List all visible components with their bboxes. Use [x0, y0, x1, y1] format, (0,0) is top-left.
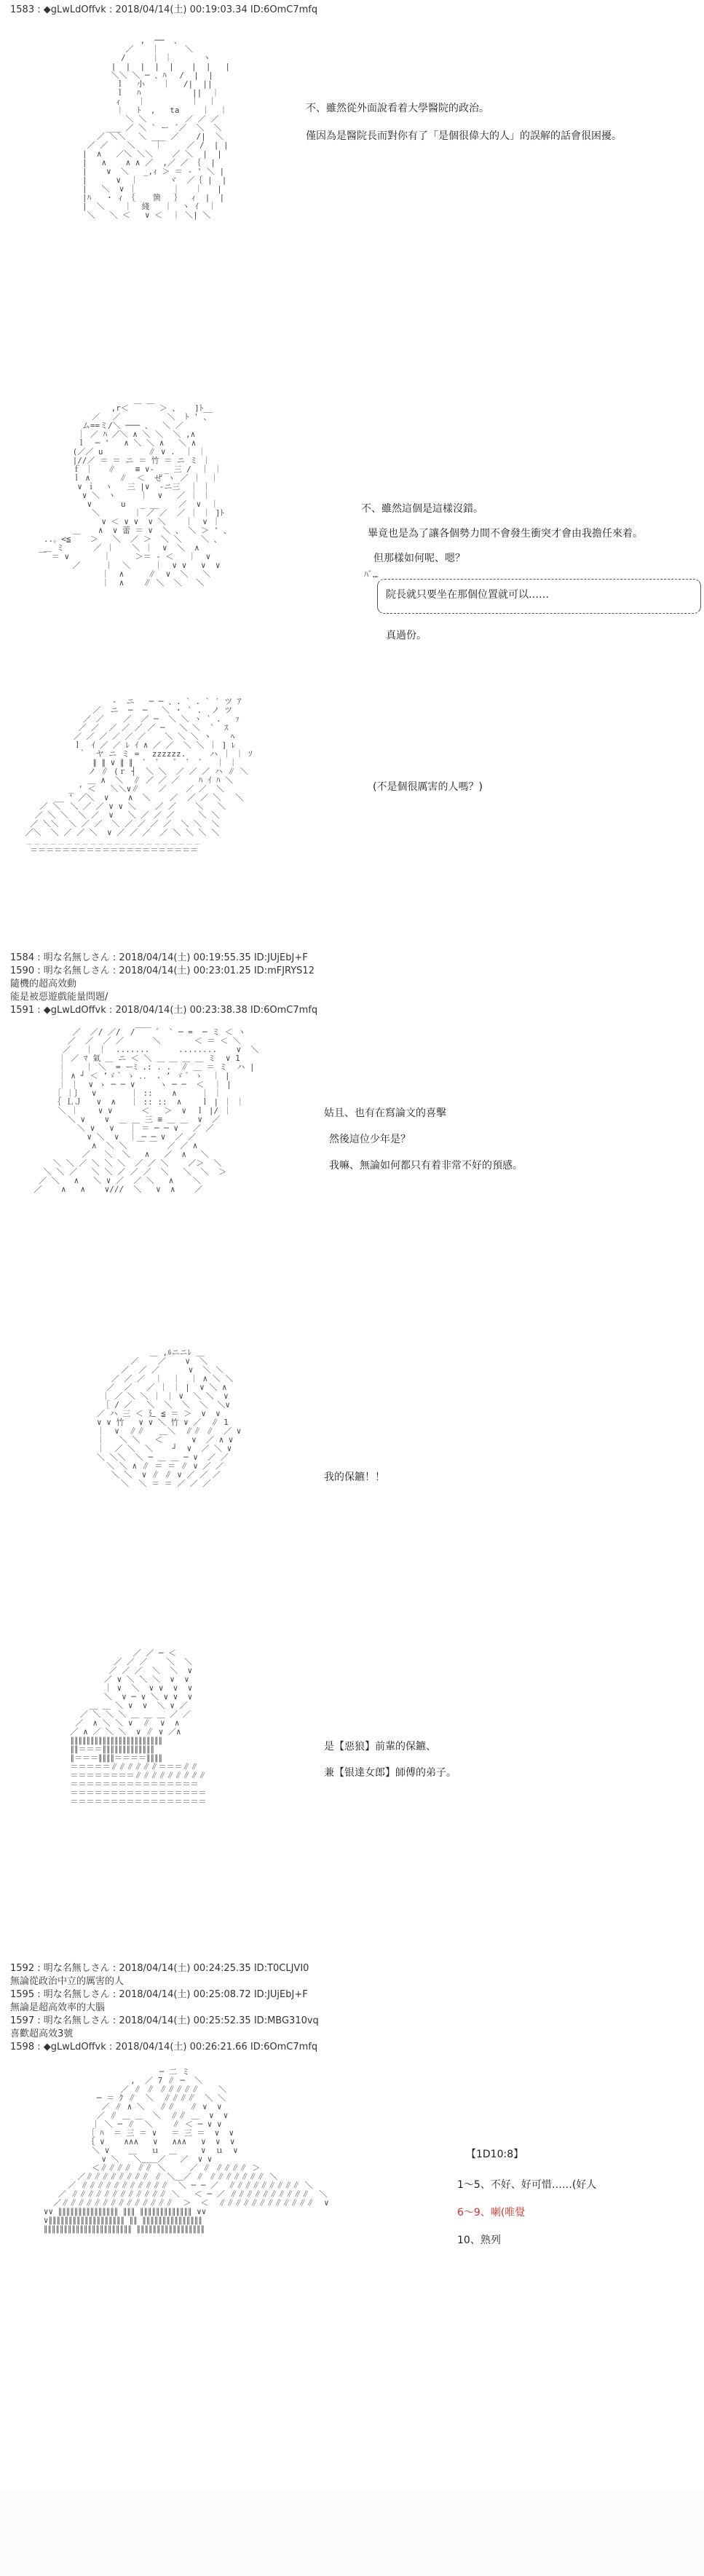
ascii-art-character-3: ‐ ニ ─ ─ 、. ` . ` ′ ツ ｱ ／ ニ ─ ─ ＼ ・ ` . ノ ツ ／ ／ ／ ／ ─ ＼ ＼ ヽ ` . ｧ ／ ／ ／ ／ ／ ／ ─ ＼ ＼ ` ｽ ／ ／ ／ ／ ／ ／ ＼ ＼ ＼ ヽ ﾍ ｌ ｲ ／ ／ ﾚ ｲ ∧ ／ ／ ＼ ＼ ｜ ] ﾚ ｀ ヤ ニ ミ = zzzzzz. ハ ｜ ｜ ｿ ∥ ∥ ∨ ∥ ∥ ゛ ゛ ゛ ゛ ゛ ｜ ｜ ノ ∥ (ｒ ┤ ＼ ＼ ／ ／ ／ ハ ∥ ＼ ＿ ∧ ＼ ∥ ／ ／ ／ ﾊ ｲ ﾊ ＼ _ ' ＜ ＼＼∨∥ ／ ／ ／ ＼ __ ' ／＼ ∨ ∧ ＼ ／ ／ ／ ＼ ＼ ／ ＼ ＼ ／ ／ ∨ ∨ ＼ ／ ／ ＼ ＼ ／ ＼ ＼ ＼ ／ ∨ ＼ ／ ／ ／ ＼ ＼ ／ ＼＼ ＼ ／ ／ ＼ ／ ／ ／ ／ ＼ ＼ ＼ ／＼ ＼ ／ ／ ＼ ∨ ／ ／ ／ ／ ＼ ＼ ＼ ＼ ﹍﹍﹍﹍﹍﹍﹍﹍﹍﹍﹍﹍﹍﹍﹍﹍﹍﹍﹍﹍﹍﹍ ＝＝＝＝＝＝＝＝＝＝＝＝＝＝＝＝＝＝＝＝＝: [25, 697, 253, 855]
dialogue-line: (不是個很厲害的人嗎？): [373, 781, 483, 793]
dialogue-line: 我的保鑣！！: [324, 1471, 385, 1483]
page-bottom-space: [0, 2490, 704, 2576]
dialogue-line: 畢竟也是為了讓各個勢力間不會發生衝突才會由我擔任來着。: [368, 528, 643, 540]
post-header: 1583 : ◆gLwLdOffvk : 2018/04/14(土) 00:19:03.34 ID:6OmC7mfq: [10, 4, 318, 15]
speech-tail: ﾊﾞ…: [364, 569, 379, 580]
ascii-art-character-2: ,r＜ ￣ ￣ ＞ 、 ]ﾄ__ ／ ／ ＼ ﾄ ' 、 ム==ミ/＼ ─── 、 ＼ ／ ｜ ／ ﾊ ／＼ ∧ ＼ ＼ ＼ ,∧ ｌ ─ ' ∧ ＼ ＼ ∧ ＼ ∧ (／／ u ∥ ∨ . ｜ ｜ |//／ ＝ ＝ ニ ＝ 竹 ＝ ニ ミ ｜ ｆ ｜ ∥ ≡ ∨- _ 三 / ｜ ｜ ｌ ∧ ∥ ＜ ぜ ヽ ／ ｜ ｜ ∨ ｉ ヽ 三 |∨ ‐ニ三 ｜ ｜ ∨ ＼ ヽ ｜ ∨ ／ ｜ ｜ ∨ u _ __ ／ ∨ ｜ ＼ ｜ ／ ／ ／ ｜ ｜ ]ﾄ ∨ ＜ ∨ ∨ ∨ ＼ ｜ ∨ ｜ ＿ ∧ ∨ 蕾 ＝ ∨ ＼ 、 ＼ ＞ ' 、 ..。<≦ ＞ ＼ ／ ＞ ＼ ＼ ＼ 、 ＿ ミ ／ ｜ ＼ ｜ ∨ ＼ ∧ ￣ ＝ ∨ ｜ ＞＝ - ＜ ｜ ∨ ／ ｜ ＼ ｜ ∨ ∨ ∨ ∨ ｜ ∧ ∥ ∨ ＼ ＼ ｜ ∧ ∥ ＼ ＼ ＼: [39, 403, 232, 588]
post-body: 喜歡超高效3號: [10, 2028, 74, 2039]
ascii-art-character-5: ＿ ,ﾙニニﾚ ＿ ／ ／ ∨ ＼ ／ ／ ／ ∨ ＼ ＼ ／ ／ ／ ｜ ｜ ｜ ∧ ＼ ＼ ／ ／ ／ ｜ ｜ | ∨ ＼ ∧ ｜ ／ ＼ ＼ ｜ ｜ ∨ ＼ ＼ ∨ ［ / ／ ＼ ＼ ＼ ＼ ＼∨ ／ ハ 三 ＜ 廴 ≦ ＝ ＞ ∨ ∨ ∨ ∨ 竹 ∨ ∨ ＼ 竹 ∨ ／ ∥ 1 ｜ ∨ ∥∥ ＿＼ ∥∥ ∥ ／ ∨ ｜ ＼ ＼ ＜ ∨ ／ ∧ ∨ ｜ ／ ＼ ＼ ┘ ∨ ／ ＼ ∨ ＼ ＼＼ ＼ ─ ＿ ＿ ─ ∨ ／ ／ ＼ ＼ ∧ ∥ ＝ ＝ ∥ ∨ ／ ／ ＼ ＼ ∨ ∥ ∥ ∨ ／ ／ ／ ＼ ＼ ＝ ＝ ／ ／ ／: [96, 1348, 242, 1488]
dialogue-line: 姑且、也有在寫論文的喜擊: [324, 1107, 446, 1119]
dice-option: 6～9、喇(唯覺: [457, 2207, 526, 2219]
post-header: 1590 : 明な名無しさん : 2018/04/14(土) 00:23:01.25 ID:mFJRYS12: [10, 965, 315, 976]
post-header: 1592 : 明な名無しさん : 2018/04/14(土) 00:24:25.35 ID:T0CLJVI0: [10, 1963, 309, 1974]
dice-option: 10、熟列: [457, 2235, 501, 2246]
post-header: 1591 : ◆gLwLdOffvk : 2018/04/14(土) 00:23:38.38 ID:6OmC7mfq: [10, 1005, 318, 1016]
dialogue-line: 真過份。: [386, 630, 427, 641]
dialogue-line: 僅因為是醫院長而對你有了「是個很偉大的人」的誤解的話會很困擾。: [306, 130, 622, 142]
dialogue-line: 是【惡狼】前輩的保鑣、: [324, 1741, 436, 1753]
post-body: 隨機的超高效動: [10, 979, 77, 989]
dice-title: 【1D10:8】: [466, 2149, 524, 2160]
dice-option: 1～5、不好、好可惜……(好人: [457, 2179, 597, 2191]
post-header: 1595 : 明な名無しさん : 2018/04/14(土) 00:25:08.72 ID:JUjEbJ+F: [10, 1989, 308, 2000]
post-header: 1584 : 明な名無しさん : 2018/04/14(土) 00:19:55.35 ID:JUjEbJ+F: [10, 952, 308, 963]
post-header: 1597 : 明な名無しさん : 2018/04/14(土) 00:25:52.35 ID:MBG310vq: [10, 2015, 319, 2026]
dialogue-line: 不、雖然這個是這樣沒錯。: [361, 503, 483, 515]
dialogue-line: 我嘛、無論如何都只有着非常不好的預感。: [329, 1160, 523, 1172]
dialogue-line: 然後這位少年是？: [329, 1134, 411, 1145]
dialogue-line: 但那樣如何呢、嗯？: [373, 553, 465, 564]
post-header: 1598 : ◆gLwLdOffvk : 2018/04/14(土) 00:26:21.66 ID:6OmC7mfq: [10, 2042, 318, 2052]
ascii-art-character-1: , ── 、 ／ ｜ ＼ / ｜ ｜ ヽ | | | | | | | | ＼＼ ＼ ─ 、ﾊ / | | ｌ 小 ｜ /| || ｌ ﾊ || ｜ ｨ ｜ ｜ ｜ ｜ ﾄ , ta ｜ ｜ ＼ ＼ ／ ／ ／ ___ ／ ＼ ` ー ´／ ＼ ＼ ／ ＼＼ ＼ ___ ／ /| ＼ ／ ／ ＼ ｜ ／ / | | | ∧ ／＼ ＼＼ ／ ＼ | | | ∧ ∧ ∧ ／ ,／ ／ ｛ | | ∨ ＼ _,ｨ ＞ ＝ - ' ＼ | | ∨ ｜ ヾ ／｛ | | | ＼ ∨ ｜ ｜ ｜ | |ﾊ ・ ｨ ｛ 箇 ｝ ｨ | | | ＼ ｜ 綫 ｜ ヽ ｲ ｜ ＼ ＼ ＜ ∨ ＜ ｜ ＼| ＼: [82, 36, 231, 220]
ascii-art-character-4: ／ ／/ ／/ /￣￣ ゛ ` ─ = ─ ミ ＜ ヽ ／ ／ ／ ／ ＼ ＜ ＝ ＜ ＼ ／ ｜ ｜ ....... ........ ∨ ＼ ｜ ／ ﾏ 氣 ＿ ニ ＜ ＼ ＿ ＿ ＿ ＿ ミ ∨ 1 ｜ ｜ ＼ = ーﾐ .: . . ∥ ＿ ＝ ミ ハ | ｜ ∧ ┘ ＜ ’ゞ ﾟ ゝ ．． . ’ ゞ ﾟ ゝ ｜ | ｜ ｜ ∨ ゝ ─ ─ ∨ ゝ ─ ─ ＜ ｜ | ［ ｜｝ ∨ ｜ :: ∧ ｜ ｜ ｛ ＬＪ ∨ ∧ ｜ :: :: ∧ ｌ | ｜ ｜ ＼ ｜ ∨ ∨ ＜ ＞ ∨ ｌ |/ ｜ ＼ ∨ ∨ ＿ ＿ 三 ≡ ＿ ＿ ∨ ／ ＼ ∨ ∨ ｜ ＝ ─ ─ ∨ ／ ／ ∨ ＼ ∨ ｜ ─ ─ ∨ ／ ／ ∧ ＼ ＼ ￣ ￣ ／ ／ ∧ ／ ＼ ＼ ∧ ／ ∧ ＼ ＼ ＼ ／ ＼ ＼ ＼ ／ ／ ＼ ／＞ ＼ ＼ ＼ ／ ＼ ＼ ／ ／ ／ ＼ ＼ ＼ ＞ ／ ＼ ∧ ＼ ∨ ／ ／ ＼ ∧ ＼ ／ ∧ ∧ ∨/// ＼ ∨ ∧ ／: [33, 1027, 259, 1194]
post-body: 無論是超高效率的大腦: [10, 2002, 106, 2013]
post-body: 能是被惡遊戲能量問題/: [10, 992, 108, 1003]
post-body: 無論從政治中立的厲害的人: [10, 1976, 124, 1987]
dialogue-line: 不、雖然從外面說看着大學醫院的政治。: [306, 103, 489, 114]
ascii-art-character-6: ／ ／ ─ ＜ ／ ／ ／ ＼ ＼ ／ ／ ／ ＼ ＼ ∨ ／ ∨ ＼ ＼ ＼ ∨ ∨ ｜ ∨ ＼ ∨ ∨ ∨ ∨ ＼ ∨ ─ ∨ ＼ ∨ ∨ ∨ ＿ ＿ ＼ ∨ ∨ ＼ ∨ ／ ／ ＼ ＼ ＼ ＿ ＿ ＿ ／ ／ ／ ∧ ＼ ＼ ∨ ∥ ∨ ∧ ／ ∧ ／ ＼ ＼ ∨ ∥ ∨ ／∧ ∥∥∥∥∥∥∥∥∥∥∥∥∥∥∥∥∥∥∥∥∥∥∥ ∥∥＝＝＝∥∥∥∥∥∥∥∥∥∥∥∥∥ ∥＝＝＝∥∥∥∥＝＝＝＝∥∥∥∥ ＝＝＝＝＝∥∥∥∥∥∥＝＝＝∥∥ ＝＝＝＝＝＝＝＝∥∥∥∥∥∥∥∥∥ ＝＝＝＝＝＝＝＝＝＝＝＝＝＝＝＝ ＝＝＝＝＝＝＝＝＝＝＝＝＝＝＝＝＝ ＝＝＝＝＝＝＝＝＝＝＝＝＝＝＝＝＝: [70, 1648, 207, 1806]
ascii-art-character-7: ─ 二 ミ , ／ 7 ∥ ─ ＼ ／ ∥ ∥ ∥∥∥∥∥ ＼ ─ ＝ ｸ ∥ ＼ ∥∥∥∥ ＼ ＼ ／ ∥ ∧ ＼ ∥∥ ∥ ∨ ∨ ／ ∥ ＿ ＿ ＼ ∥∥ ＿ ∨ ∨ ｜ ＼ ─ ∥ ＼ ∥ ＜ ─ ∨ ∨ ［ ﾊ ＝ 三 ＝ ∨ ＝ 三 ＝ ∨ ∨ ｛ ∨ ∧∧∧ ∨ ∧∧∧ ∨ ∨ ∨ ＼ ∨ ＿ ｕ ＿ ∨ ｕ ∨ ∨ ＼ ＼＿＿／ ／ ∨ ∨ ＜∥∥∥∥ ∥∥ ＼ ／ ∥ ∥∥∥∥ ＞ ／∥∥∥∥∥∥∥∥ ∥ ＼＿／ ∥ ∥∥∥∥∥∥∥ ＼ ／ ∥∥∥∥∥∥∥∥∥∥∥ ＼ ─ ─ ／ ∥∥∥∥∥∥∥∥∥ ＼ ／ ∥∥∥∥∥∥∥∥∥∥∥∥ ＼ ＜ ─ ／ ∥∥∥∥∥∥∥∥∥∥ ＼ ／∥∥∥∥∥∥∥∥∥∥∥∥∥∥ ＞ ＜ ∥∥∥∥∥∥∥∥∥∥∥∥ ∨ ∨∨ ∥∥∥∥∥∥∥∥∥∥∥∥∥∥∥ ∥∥∥ ∥∥∥∥∥∥∥∥∥∥∥∥∥ ∨∨ ∨∥∥∥∥∥∥∥∥∥∥∥∥∥∥∥∥∥∥∥ ∥∥ ∥∥∥∥∥∥∥∥∥∥∥∥∥∥∥ ∥∥∥∥∥∥∥∥∥∥∥∥∥∥∥∥∥∥∥∥∥∥ ∥∥∥∥∥∥∥∥∥∥∥∥∥∥∥∥∥: [43, 2067, 329, 2234]
speech-bubble-text: 院長就只要坐在那個位置就可以……: [386, 589, 549, 601]
dialogue-line: 兼【银達女郎】師傅的弟子。: [324, 1767, 456, 1779]
